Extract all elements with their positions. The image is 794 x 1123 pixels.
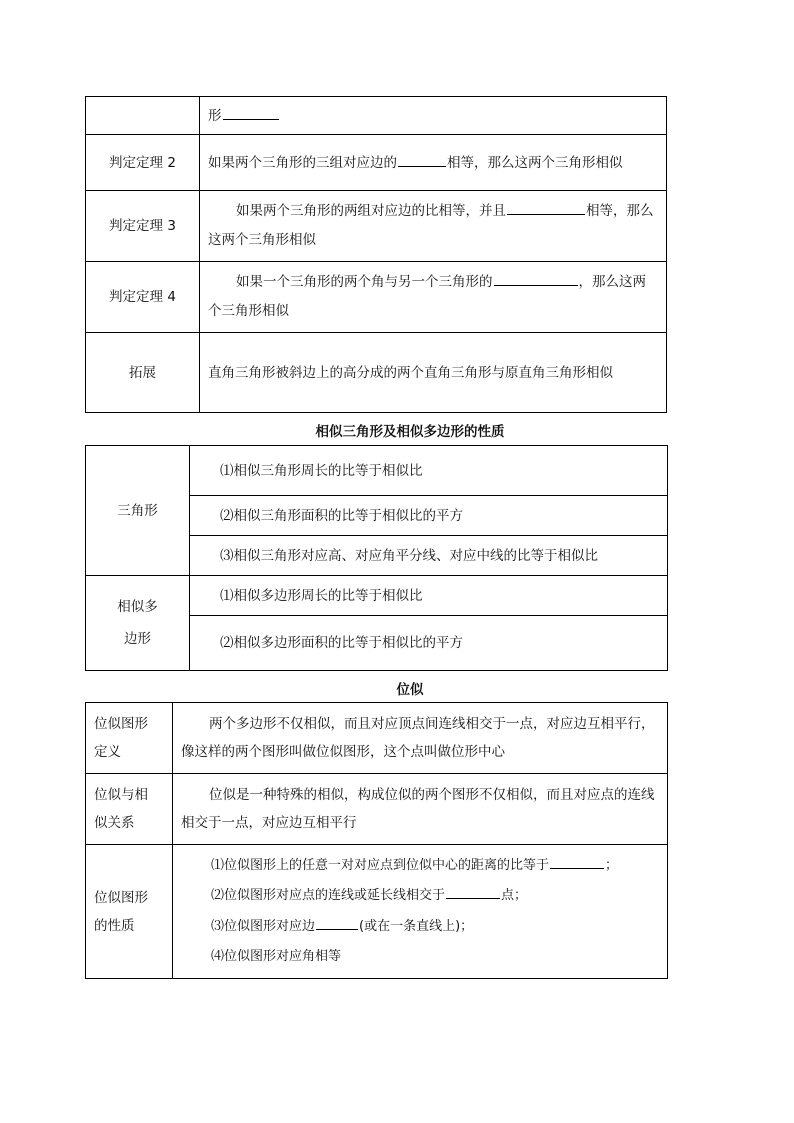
row-text bbox=[200, 135, 667, 191]
section-title: 相似三角形及相似多边形的性质 bbox=[315, 424, 505, 440]
fill-blank bbox=[316, 916, 358, 930]
table-row bbox=[86, 845, 668, 979]
table-row bbox=[86, 703, 668, 774]
fill-blank bbox=[398, 153, 446, 167]
row-label-line: 的性质 bbox=[94, 917, 135, 934]
fill-blank bbox=[446, 885, 500, 899]
row-text-part: 如果一个三角形的两个角与另一个三角形的 bbox=[236, 274, 493, 290]
section-title: 位似 bbox=[396, 682, 424, 698]
homothety-table bbox=[85, 702, 668, 979]
row-text-part: 如果两个三角形的两组对应边的比相等，并且 bbox=[236, 203, 506, 219]
row-text-part: 相等，那么这两个三角形相似 bbox=[447, 154, 623, 171]
property-item bbox=[211, 881, 659, 912]
row-label-line: 位似图形 bbox=[94, 889, 148, 906]
property-text: 点； bbox=[501, 888, 528, 903]
property-item: ⑵相似多边形面积的比等于相似比的平方 bbox=[190, 616, 668, 671]
polygon-label-line: 相似多 bbox=[117, 599, 158, 615]
property-item bbox=[211, 912, 659, 943]
table-row bbox=[86, 135, 667, 191]
row-label-line: 似关系 bbox=[94, 815, 135, 831]
row-text-part: ，那么这两个三角形相似 bbox=[208, 274, 646, 319]
row-text-part: 如果两个三角形的三组对应边的 bbox=[208, 154, 397, 171]
property-item: ⑷位似图形对应角相等 bbox=[211, 949, 342, 964]
row-label bbox=[86, 97, 200, 135]
property-item: ⑵相似三角形面积的比等于相似比的平方 bbox=[190, 496, 668, 536]
property-text: ⑵位似图形对应点的连线或延长线相交于 bbox=[211, 888, 446, 903]
triangle-label: 三角形 bbox=[86, 446, 190, 576]
row-label: 判定定理 3 bbox=[86, 191, 200, 262]
property-item: ⑴相似三角形周长的比等于相似比 bbox=[190, 446, 668, 496]
property-item bbox=[211, 851, 659, 882]
table-row bbox=[86, 576, 668, 616]
row-label: 判定定理 4 bbox=[86, 262, 200, 333]
table-row bbox=[86, 262, 667, 333]
property-list bbox=[173, 845, 668, 979]
row-text: 直角三角形被斜边上的高分成的两个直角三角形与原直角三角形相似 bbox=[200, 333, 667, 413]
table-row bbox=[86, 774, 668, 845]
row-label: 拓展 bbox=[86, 333, 200, 413]
fill-blank bbox=[507, 201, 585, 215]
fill-blank bbox=[223, 106, 279, 120]
fill-blank bbox=[550, 855, 604, 869]
row-label-line: 定义 bbox=[94, 744, 121, 760]
polygon-label-line: 边形 bbox=[124, 631, 151, 647]
row-text bbox=[200, 191, 667, 262]
row-label bbox=[86, 703, 173, 774]
row-label-line: 位似与相 bbox=[94, 787, 148, 803]
table-row bbox=[86, 97, 667, 135]
row-label bbox=[86, 845, 173, 979]
table-row bbox=[86, 191, 667, 262]
row-label bbox=[86, 774, 173, 845]
property-text: ⑴位似图形上的任意一对对应点到位似中心的距离的比等于 bbox=[211, 857, 550, 873]
fill-blank bbox=[494, 272, 578, 286]
row-text-part: 相等，那么这两个三角形相似 bbox=[208, 203, 654, 248]
table-row bbox=[86, 446, 668, 496]
property-text: ⑶位似图形对应边 bbox=[211, 918, 316, 934]
property-item: ⑴相似多边形周长的比等于相似比 bbox=[190, 576, 668, 616]
similar-properties-table bbox=[85, 445, 668, 671]
table-row bbox=[86, 333, 667, 413]
property-item: ⑶相似三角形对应高、对应角平分线、对应中线的比等于相似比 bbox=[190, 536, 668, 576]
property-text: ； bbox=[605, 857, 619, 873]
row-text bbox=[200, 97, 667, 135]
row-text: 两个多边形不仅相似，而且对应顶点间连线相交于一点，对应边互相平行，像这样的两个图形叫做位似图形，这个点叫做位形中心 bbox=[173, 703, 668, 774]
property-text: (或在一条直线上)； bbox=[359, 918, 474, 934]
row-text bbox=[200, 262, 667, 333]
row-text: 位似是一种特殊的相似，构成位似的两个图形不仅相似，而且对应点的连线相交于一点，对应边互相平行 bbox=[173, 774, 668, 845]
row-text-part: 形 bbox=[208, 107, 222, 124]
row-label: 判定定理 2 bbox=[86, 135, 200, 191]
polygon-label bbox=[86, 576, 190, 671]
row-label-line: 位似图形 bbox=[94, 716, 148, 732]
theorem-table bbox=[85, 96, 667, 413]
